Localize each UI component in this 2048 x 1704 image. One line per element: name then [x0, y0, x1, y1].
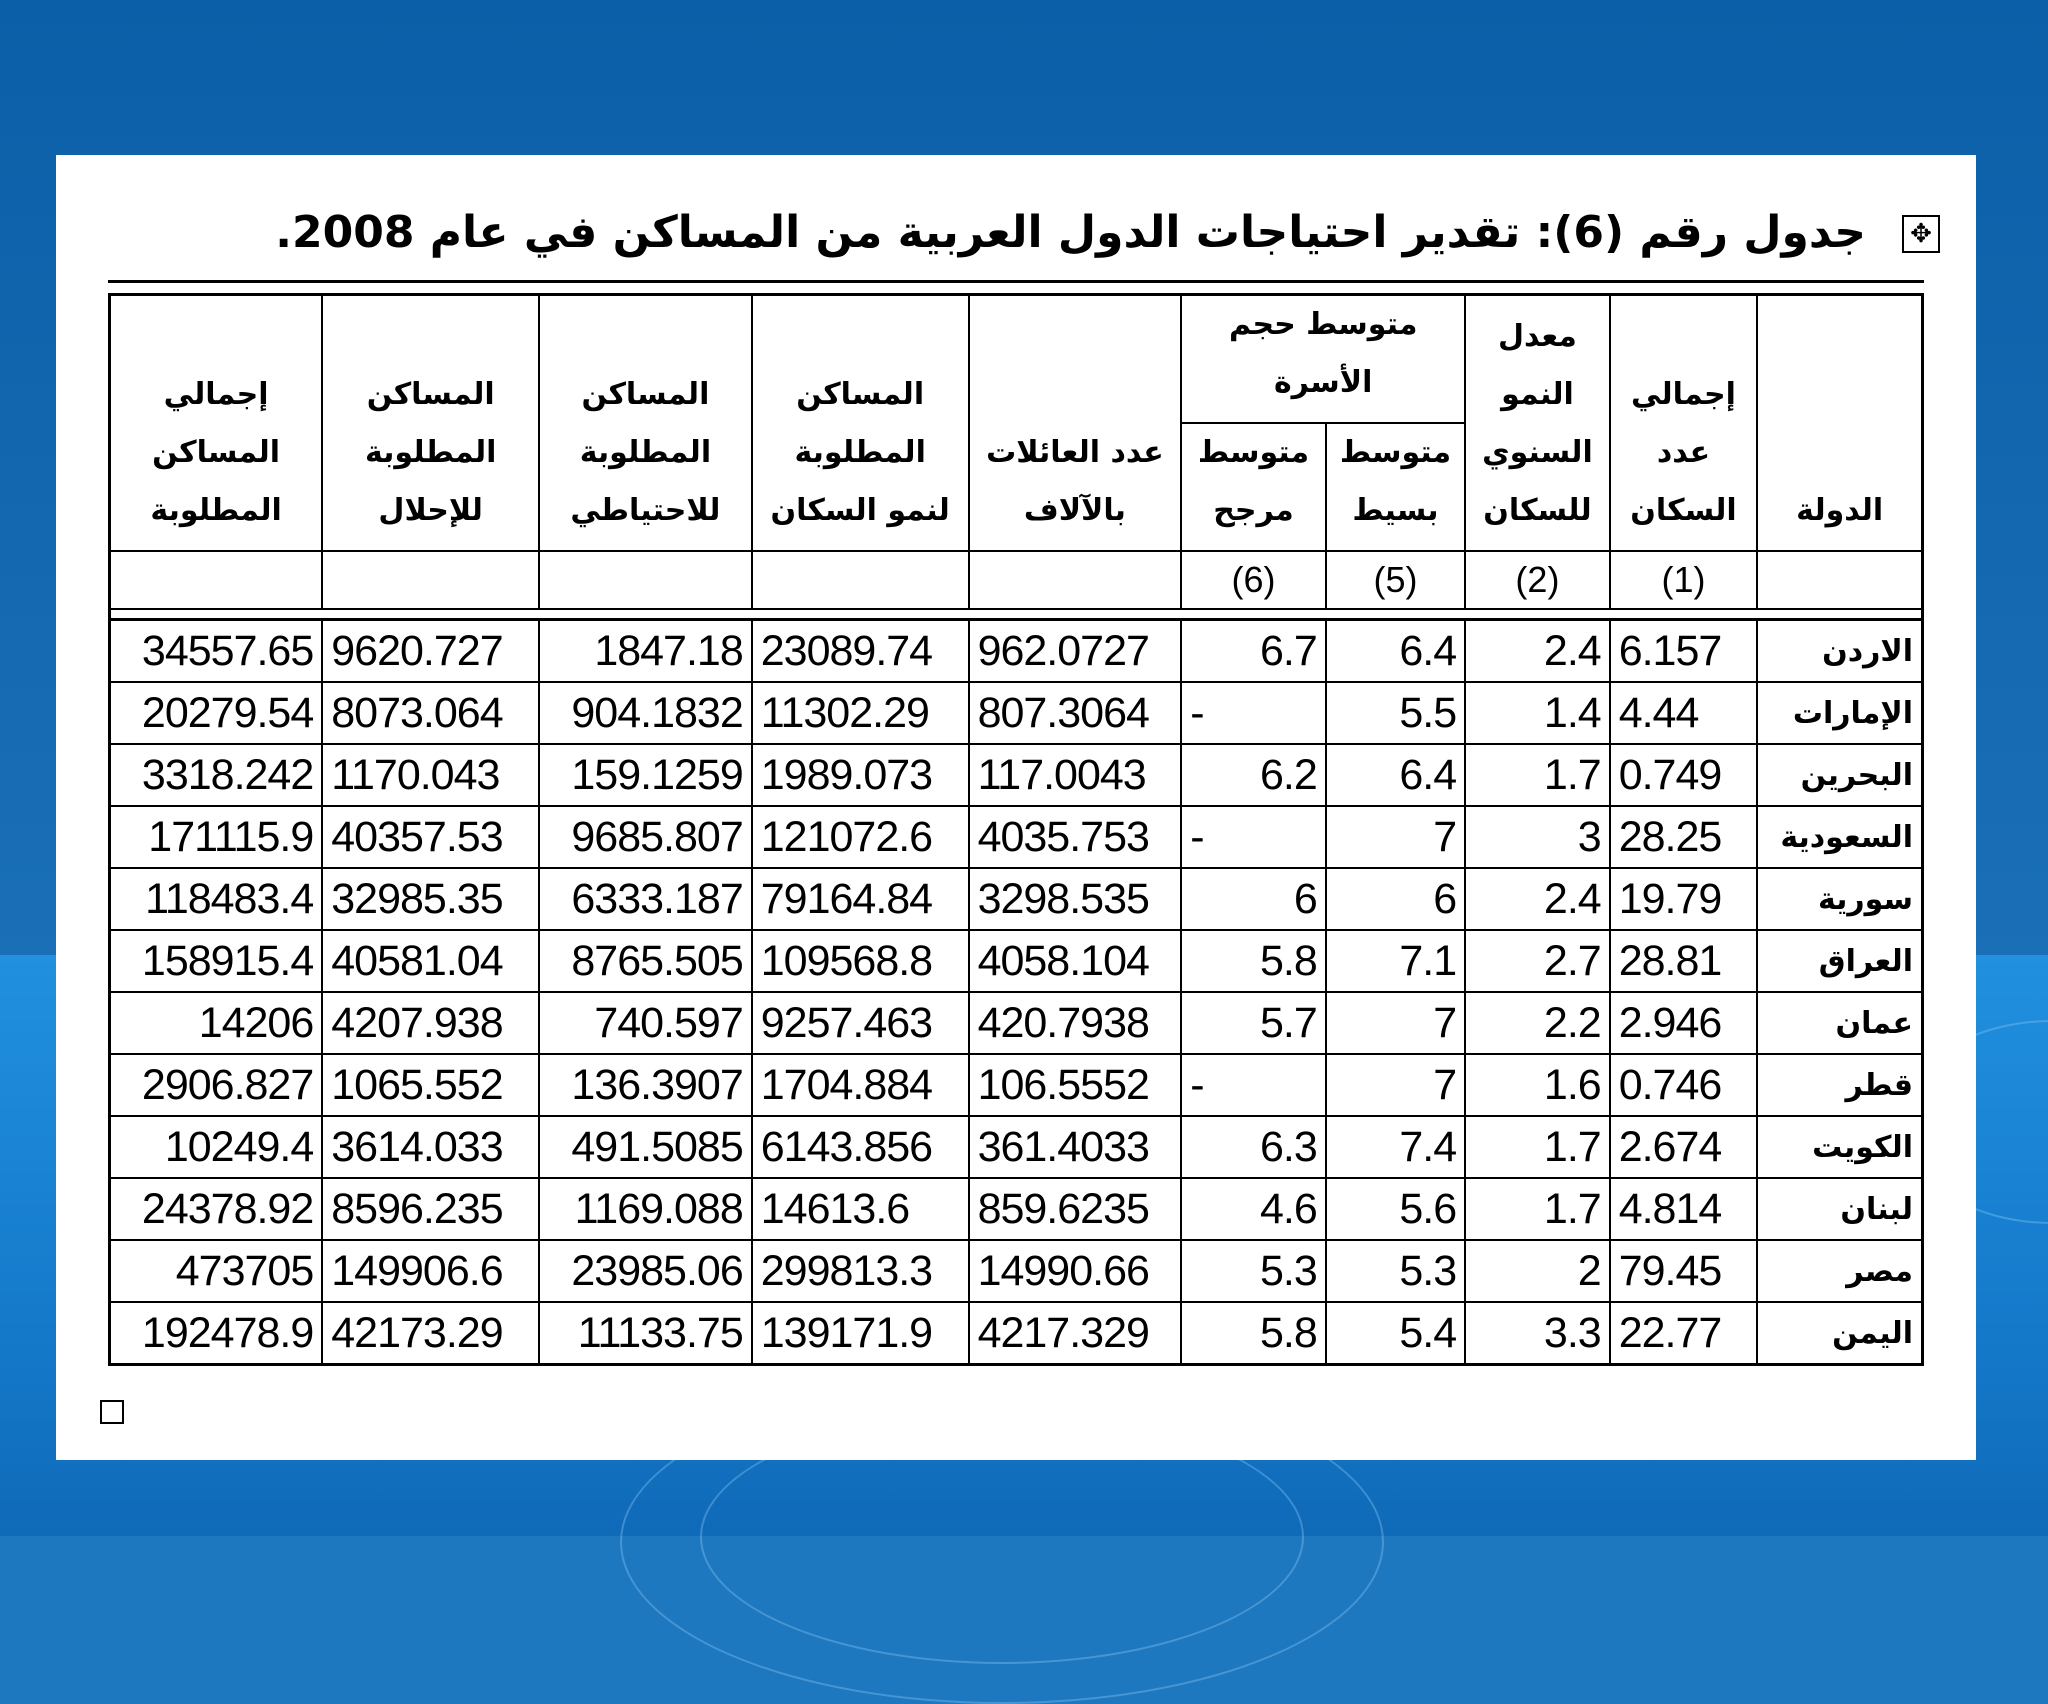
- cell-housing-replacement: 40357.53: [322, 806, 539, 868]
- cell-housing-reserve: 23985.06: [539, 1240, 752, 1302]
- cell-weighted-average: 5.7: [1181, 992, 1326, 1054]
- cell-country: البحرين: [1757, 744, 1922, 806]
- cell-housing-growth: 121072.6: [752, 806, 969, 868]
- cell-families: 859.6235: [969, 1178, 1182, 1240]
- cell-housing-total: 20279.54: [110, 682, 323, 744]
- header-families: عدد العائلات بالآلاف: [969, 295, 1182, 552]
- cell-housing-replacement: 8073.064: [322, 682, 539, 744]
- cell-families: 4217.329: [969, 1302, 1182, 1365]
- header-population: إجمالي عدد السكان: [1610, 295, 1758, 552]
- cell-housing-reserve: 11133.75: [539, 1302, 752, 1365]
- cell-growth-rate: 2.4: [1465, 868, 1610, 930]
- cell-families: 14990.66: [969, 1240, 1182, 1302]
- table-row: [110, 620, 1923, 683]
- cell-housing-growth: 1989.073: [752, 744, 969, 806]
- cell-housing-total: 158915.4: [110, 930, 323, 992]
- paragraph-mark-icon: [100, 1400, 124, 1424]
- header-housing-growth: المساكن المطلوبة لنمو السكان: [752, 295, 969, 552]
- document-panel: [56, 155, 1976, 1460]
- cell-housing-total: 10249.4: [110, 1116, 323, 1178]
- cell-housing-replacement: 32985.35: [322, 868, 539, 930]
- table-row: [110, 930, 1923, 992]
- cell-country: مصر: [1757, 1240, 1922, 1302]
- cell-families: 4035.753: [969, 806, 1182, 868]
- cell-housing-total: 192478.9: [110, 1302, 323, 1365]
- cell-housing-replacement: 42173.29: [322, 1302, 539, 1365]
- cell-housing-reserve: 491.5085: [539, 1116, 752, 1178]
- cell-housing-replacement: 8596.235: [322, 1178, 539, 1240]
- cell-housing-reserve: 740.597: [539, 992, 752, 1054]
- cell-growth-rate: 2.7: [1465, 930, 1610, 992]
- cell-housing-replacement: 1170.043: [322, 744, 539, 806]
- cell-simple-average: 7.1: [1326, 930, 1465, 992]
- header-weighted-average: متوسط مرجح: [1181, 423, 1326, 551]
- index-cell: [969, 551, 1182, 609]
- index-cell: (6): [1181, 551, 1326, 609]
- cell-housing-total: 3318.242: [110, 744, 323, 806]
- cell-families: 962.0727: [969, 620, 1182, 683]
- cell-population: 0.749: [1610, 744, 1758, 806]
- cell-weighted-average: 6.7: [1181, 620, 1326, 683]
- index-cell: [1757, 551, 1922, 609]
- table-row: [110, 682, 1923, 744]
- cell-housing-reserve: 6333.187: [539, 868, 752, 930]
- title-rule: [108, 280, 1924, 283]
- header-separator: [110, 609, 1923, 620]
- cell-country: اليمن: [1757, 1302, 1922, 1365]
- header-housing-total: إجمالي المساكن المطلوبة: [110, 295, 323, 552]
- cell-country: السعودية: [1757, 806, 1922, 868]
- cell-housing-growth: 23089.74: [752, 620, 969, 683]
- cell-weighted-average: 5.8: [1181, 930, 1326, 992]
- cell-simple-average: 7: [1326, 806, 1465, 868]
- cell-simple-average: 5.5: [1326, 682, 1465, 744]
- cell-growth-rate: 1.6: [1465, 1054, 1610, 1116]
- cell-simple-average: 7.4: [1326, 1116, 1465, 1178]
- cell-housing-total: 171115.9: [110, 806, 323, 868]
- header-row-top: [110, 295, 1923, 424]
- cell-population: 4.44: [1610, 682, 1758, 744]
- cell-weighted-average: 5.3: [1181, 1240, 1326, 1302]
- header-country: الدولة: [1757, 295, 1922, 552]
- table-move-handle-icon[interactable]: ✥: [1902, 215, 1940, 253]
- cell-population: 0.746: [1610, 1054, 1758, 1116]
- cell-weighted-average: 4.6: [1181, 1178, 1326, 1240]
- table-row: [110, 1054, 1923, 1116]
- index-cell: (5): [1326, 551, 1465, 609]
- table-row: [110, 806, 1923, 868]
- cell-housing-replacement: 9620.727: [322, 620, 539, 683]
- cell-families: 807.3064: [969, 682, 1182, 744]
- cell-housing-growth: 109568.8: [752, 930, 969, 992]
- cell-weighted-average: 6.3: [1181, 1116, 1326, 1178]
- table-row: [110, 992, 1923, 1054]
- cell-population: 79.45: [1610, 1240, 1758, 1302]
- header-growth-rate: معدل النمو السنوي للسكان: [1465, 295, 1610, 552]
- cell-housing-replacement: 1065.552: [322, 1054, 539, 1116]
- cell-simple-average: 6: [1326, 868, 1465, 930]
- cell-housing-reserve: 9685.807: [539, 806, 752, 868]
- table-title: جدول رقم (6): تقدير احتياجات الدول العربية من المساكن في عام 2008.: [275, 207, 1866, 258]
- cell-families: 420.7938: [969, 992, 1182, 1054]
- cell-growth-rate: 1.4: [1465, 682, 1610, 744]
- cell-families: 3298.535: [969, 868, 1182, 930]
- header-housing-replacement: المساكن المطلوبة للإحلال: [322, 295, 539, 552]
- cell-simple-average: 5.3: [1326, 1240, 1465, 1302]
- cell-population: 19.79: [1610, 868, 1758, 930]
- cell-population: 28.25: [1610, 806, 1758, 868]
- cell-population: 2.674: [1610, 1116, 1758, 1178]
- cell-weighted-average: -: [1181, 682, 1326, 744]
- cell-population: 6.157: [1610, 620, 1758, 683]
- cell-housing-growth: 139171.9: [752, 1302, 969, 1365]
- cell-housing-reserve: 159.1259: [539, 744, 752, 806]
- index-cell: [322, 551, 539, 609]
- table-row: [110, 744, 1923, 806]
- cell-country: عمان: [1757, 992, 1922, 1054]
- cell-weighted-average: 6: [1181, 868, 1326, 930]
- cell-housing-total: 14206: [110, 992, 323, 1054]
- cell-families: 4058.104: [969, 930, 1182, 992]
- cell-weighted-average: 6.2: [1181, 744, 1326, 806]
- cell-weighted-average: 5.8: [1181, 1302, 1326, 1365]
- cell-country: الاردن: [1757, 620, 1922, 683]
- cell-population: 22.77: [1610, 1302, 1758, 1365]
- cell-country: قطر: [1757, 1054, 1922, 1116]
- cell-housing-growth: 1704.884: [752, 1054, 969, 1116]
- cell-country: الكويت: [1757, 1116, 1922, 1178]
- cell-housing-reserve: 8765.505: [539, 930, 752, 992]
- cell-simple-average: 7: [1326, 1054, 1465, 1116]
- index-cell: [539, 551, 752, 609]
- cell-simple-average: 5.6: [1326, 1178, 1465, 1240]
- cell-simple-average: 7: [1326, 992, 1465, 1054]
- table-row: [110, 1240, 1923, 1302]
- cell-housing-replacement: 3614.033: [322, 1116, 539, 1178]
- cell-families: 117.0043: [969, 744, 1182, 806]
- cell-growth-rate: 3.3: [1465, 1302, 1610, 1365]
- table-row: [110, 1302, 1923, 1365]
- cell-country: لبنان: [1757, 1178, 1922, 1240]
- index-cell: [110, 551, 323, 609]
- cell-growth-rate: 1.7: [1465, 744, 1610, 806]
- header-housing-reserve: المساكن المطلوبة للاحتياطي: [539, 295, 752, 552]
- table-row: [110, 1178, 1923, 1240]
- cell-housing-growth: 6143.856: [752, 1116, 969, 1178]
- cell-weighted-average: -: [1181, 1054, 1326, 1116]
- cell-housing-growth: 11302.29: [752, 682, 969, 744]
- cell-growth-rate: 2.2: [1465, 992, 1610, 1054]
- cell-housing-reserve: 136.3907: [539, 1054, 752, 1116]
- cell-growth-rate: 1.7: [1465, 1178, 1610, 1240]
- cell-families: 106.5552: [969, 1054, 1182, 1116]
- table-row: [110, 868, 1923, 930]
- cell-country: العراق: [1757, 930, 1922, 992]
- index-cell: [752, 551, 969, 609]
- cell-housing-total: 24378.92: [110, 1178, 323, 1240]
- cell-growth-rate: 2.4: [1465, 620, 1610, 683]
- cell-housing-total: 2906.827: [110, 1054, 323, 1116]
- cell-housing-total: 118483.4: [110, 868, 323, 930]
- cell-simple-average: 6.4: [1326, 744, 1465, 806]
- cell-housing-growth: 299813.3: [752, 1240, 969, 1302]
- header-simple-average: متوسط بسيط: [1326, 423, 1465, 551]
- index-cell: (1): [1610, 551, 1758, 609]
- cell-housing-reserve: 1847.18: [539, 620, 752, 683]
- cell-simple-average: 6.4: [1326, 620, 1465, 683]
- cell-housing-reserve: 904.1832: [539, 682, 752, 744]
- table-body: [110, 620, 1923, 1365]
- cell-housing-growth: 79164.84: [752, 868, 969, 930]
- cell-families: 361.4033: [969, 1116, 1182, 1178]
- cell-housing-replacement: 4207.938: [322, 992, 539, 1054]
- cell-country: سورية: [1757, 868, 1922, 930]
- cell-housing-replacement: 149906.6: [322, 1240, 539, 1302]
- cell-population: 28.81: [1610, 930, 1758, 992]
- cell-growth-rate: 2: [1465, 1240, 1610, 1302]
- cell-growth-rate: 3: [1465, 806, 1610, 868]
- header-family-size-group: متوسط حجم الأسرة: [1181, 295, 1465, 424]
- cell-growth-rate: 1.7: [1465, 1116, 1610, 1178]
- cell-housing-replacement: 40581.04: [322, 930, 539, 992]
- cell-simple-average: 5.4: [1326, 1302, 1465, 1365]
- cell-housing-total: 34557.65: [110, 620, 323, 683]
- cell-housing-total: 473705: [110, 1240, 323, 1302]
- cell-country: الإمارات: [1757, 682, 1922, 744]
- cell-population: 2.946: [1610, 992, 1758, 1054]
- housing-needs-table: [108, 293, 1924, 1366]
- index-cell: (2): [1465, 551, 1610, 609]
- table-row: [110, 1116, 1923, 1178]
- cell-population: 4.814: [1610, 1178, 1758, 1240]
- header-index-row: [110, 551, 1923, 609]
- cell-housing-growth: 9257.463: [752, 992, 969, 1054]
- cell-weighted-average: -: [1181, 806, 1326, 868]
- cell-housing-growth: 14613.6: [752, 1178, 969, 1240]
- cell-housing-reserve: 1169.088: [539, 1178, 752, 1240]
